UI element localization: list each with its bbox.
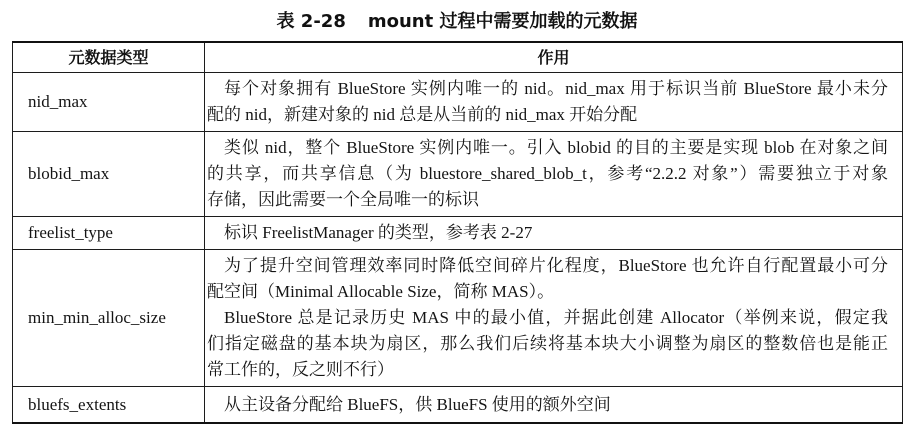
description-paragraph [207, 135, 888, 213]
description-line: 标识 FreelistManager 的类型，参考表 2-27 [224, 223, 533, 242]
description-line: 常工作的，反之则不行） [207, 360, 394, 379]
metadata-type-cell: blobid_max [13, 132, 205, 217]
description-line: 每个对象拥有 BlueStore 实例内唯一的 nid。nid_max 用于标识当前 BlueStore 最小未分 [224, 79, 888, 98]
description-cell [205, 387, 903, 424]
metadata-type-cell: freelist_type [13, 217, 205, 250]
description-line: 存储，因此需要一个全局唯一的标识 [207, 190, 479, 209]
metadata-type-cell: bluefs_extents [13, 387, 205, 424]
description-cell [205, 73, 903, 132]
header-cell-type: 元数据类型 [13, 42, 205, 73]
description-line: 为了提升空间管理效率同时降低空间碎片化程度，BlueStore 也允许自行配置最小可分 [224, 256, 888, 275]
description-line: 类似 nid，整个 BlueStore 实例内唯一。引入 blobid 的目的主要是实现 blob 在对象之间 [224, 138, 888, 157]
description-paragraph [207, 305, 888, 383]
description-line: 配空间（Minimal Allocable Size，简称 MAS）。 [207, 282, 555, 301]
metadata-type-cell: min_min_alloc_size [13, 250, 205, 387]
table-number: 表 2-28 [276, 11, 346, 32]
table-row [13, 250, 903, 387]
description-paragraph [207, 220, 888, 246]
description-cell [205, 217, 903, 250]
metadata-table [12, 41, 903, 424]
description-paragraph [207, 392, 888, 418]
description-line: BlueStore 总是记录历史 MAS 中的最小值，并据此创建 Allocator（举例来说，假定我 [224, 308, 888, 327]
header-cell-purpose: 作用 [205, 42, 903, 73]
table-row [13, 132, 903, 217]
description-line: 的共享，而共享信息（为 bluestore_shared_blob_t，参考“2.2.2 对象”）需要独立于对象 [207, 164, 888, 183]
description-paragraph [207, 253, 888, 305]
description-paragraph [207, 76, 888, 128]
table-row [13, 73, 903, 132]
table-row [13, 217, 903, 250]
description-cell [205, 250, 903, 387]
table-header-row [13, 42, 903, 73]
metadata-type-cell: nid_max [13, 73, 205, 132]
description-cell [205, 132, 903, 217]
table-title [0, 7, 914, 37]
description-line: 们指定磁盘的基本块为扇区，那么我们后续将基本块大小调整为扇区的整数倍也是能正 [207, 334, 888, 353]
description-line: 配的 nid，新建对象的 nid 总是从当前的 nid_max 开始分配 [207, 105, 638, 124]
table-row [13, 387, 903, 424]
table-caption: mount 过程中需要加载的元数据 [367, 11, 638, 32]
description-line: 从主设备分配给 BlueFS，供 BlueFS 使用的额外空间 [224, 395, 611, 414]
